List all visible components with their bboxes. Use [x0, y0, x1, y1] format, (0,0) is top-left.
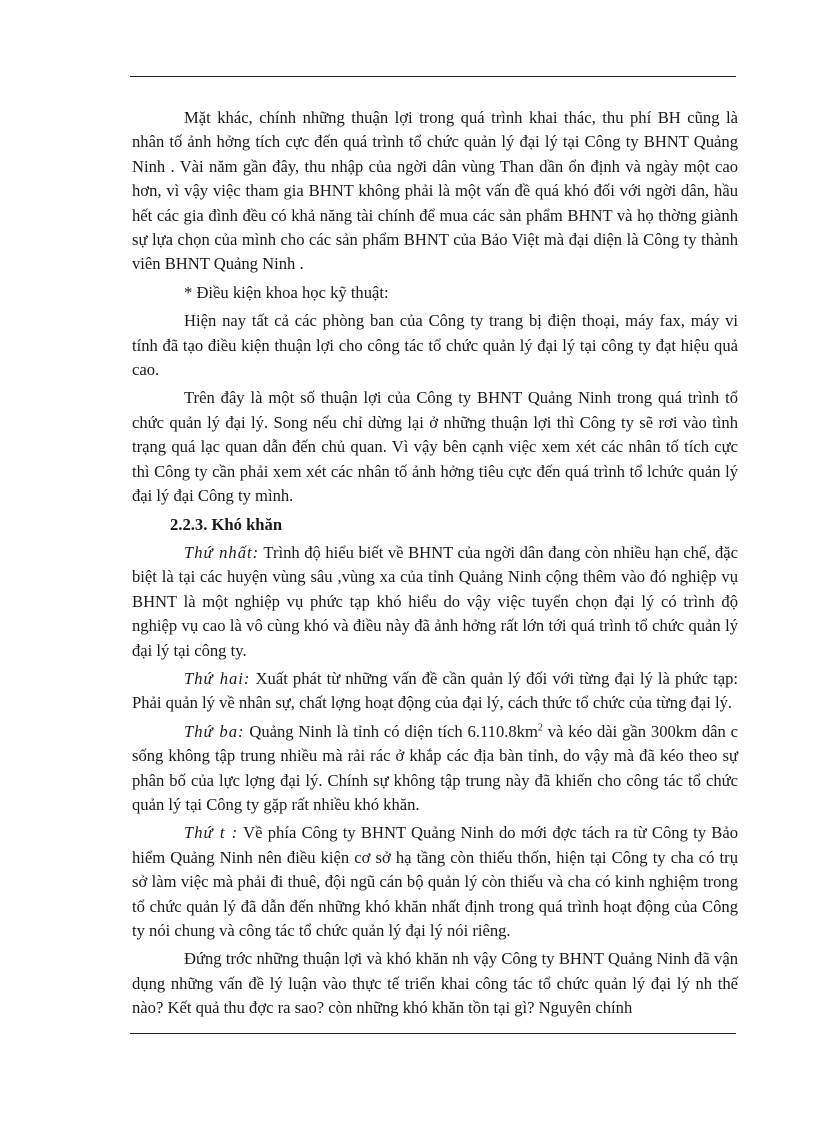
superscript-two: 2 — [537, 722, 543, 734]
paragraph-technical-conditions-label: * Điều kiện khoa học kỹ thuật: — [184, 282, 389, 302]
paragraph-technical-conditions: Hiện nay tất cả các phòng ban của Công ty trang bị điện thoại, máy fax, máy vi tính đã tạo điều kiện thuận lợi cho công tác tổ chức quản lý đại lý tại công ty đạt hiệu quả cao. — [132, 311, 738, 380]
paragraph-summary: Trên đây là một số thuận lợi của Công ty BHNT Quảng Ninh trong quá trình tổ chức quản lý đại lý. Song nếu chỉ dừng lại ở những thuận lợi thì Công ty sẽ rơi vào tình trạng quá lạc quan dẫn đến chủ quan. Vì vậy bên cạnh việc xem xét các nhân tố tích cực thì Công ty cần phải xem xét các nhân tố ảnh hởng tiêu cực đến quá trình tổ lchức quản lý đại lý đại Công ty mình. — [132, 388, 738, 506]
lead-third: Thứ ba: — [184, 721, 245, 741]
paragraph-fourth — [132, 821, 738, 943]
lead-fourth: Thứ t : — [184, 823, 239, 843]
body-second: Xuất phát từ những vấn đề cần quản lý đối với từng đại lý là phức tạp: Phải quản lý về nhân sự, chất lợng hoạt động của đại lý, cách thức tổ chức của từng đại lý. — [132, 668, 738, 713]
paragraph-third — [132, 720, 738, 818]
header-rule — [130, 76, 736, 77]
body-third-a: Quảng Ninh là tỉnh có diện tích 6.110.8km — [244, 721, 538, 741]
section-heading: 2.2.3. Khó khăn — [170, 514, 283, 534]
lead-first: Thứ nhất: — [184, 542, 260, 562]
paragraph-conclusion: Đứng trớc những thuận lợi và khó khăn nh vậy Công ty BHNT Quảng Ninh đã vận dụng những vấn đề lý luận vào thực tế triển khai công tác tổ chức quản lý đại lý nh thế nào? Kết quả thu đợc ra sao? còn những khó khăn tồn tại gì? Nguyên chính — [132, 949, 738, 1018]
paragraph-advantages: Mặt khác, chính những thuận lợi trong quá trình khai thác, thu phí BH cũng là nhân tố ảnh hởng tích cực đến quá trình tổ chức quản lý đại lý tại Công ty BHNT Quảng Ninh . Vài năm gần đây, thu nhập của ngời dân vùng Than dần ổn định và ngày một cao hơn, vì vậy việc tham gia BHNT không phải là một vấn đề quá khó đối với ngời dân, hầu hết các gia đình đều có khả năng tài chính để mua các sản phẩm BHNT và họ thờng giành sự lựa chọn của mình cho các sản phẩm BHNT của Bảo Việt mà đại diện là Công ty thành viên BHNT Quảng Ninh . — [132, 108, 738, 274]
paragraph-second — [132, 667, 738, 716]
body-first: Trình độ hiểu biết về BHNT của ngời dân đang còn nhiều hạn chế, đặc biệt là tại các huyện vùng sâu ,vùng xa của tỉnh Quảng Ninh cộng thêm vào đó nghiệp vụ BHNT là một nghiệp vụ phức tạp khó hiểu do vậy việc tuyển chọn đại lý có trình độ nghiệp vụ cao là vô cùng khó và điều này đã ảnh hởng rất lớn tới quá trình tổ chức quản lý đại lý tại công ty. — [132, 542, 738, 660]
body-fourth: Về phía Công ty BHNT Quảng Ninh do mới đợc tách ra từ Công ty Bảo hiểm Quảng Ninh nên điều kiện cơ sở hạ tầng còn thiếu thốn, hiện tại Công ty cha có trụ sở làm việc mà phải đi thuê, đội ngũ cán bộ quản lý còn thiếu và cha có kinh nghiệm trong tổ chức quản lý đã dẫn đến những khó khăn nhất định trong quá trình hoạt động của Công ty nói chung và công tác tổ chức quản lý đại lý nói riêng. — [132, 823, 738, 940]
paragraph-first — [132, 541, 738, 663]
footer-rule — [130, 1033, 736, 1034]
lead-second: Thứ hai: — [184, 668, 251, 688]
body-third-b: và kéo dài gần 300km dân c sống không tập trung nhiều mà rải rác ở khắp các địa bàn tỉnh, do vậy mà đã kéo theo sự phân bố của lực lợng đại lý. Chính sự không tập trung này đã khiến cho công tác tổ chức quản lý tại Công ty gặp rất nhiều khó khăn. — [132, 721, 738, 814]
document-body — [132, 106, 738, 1021]
